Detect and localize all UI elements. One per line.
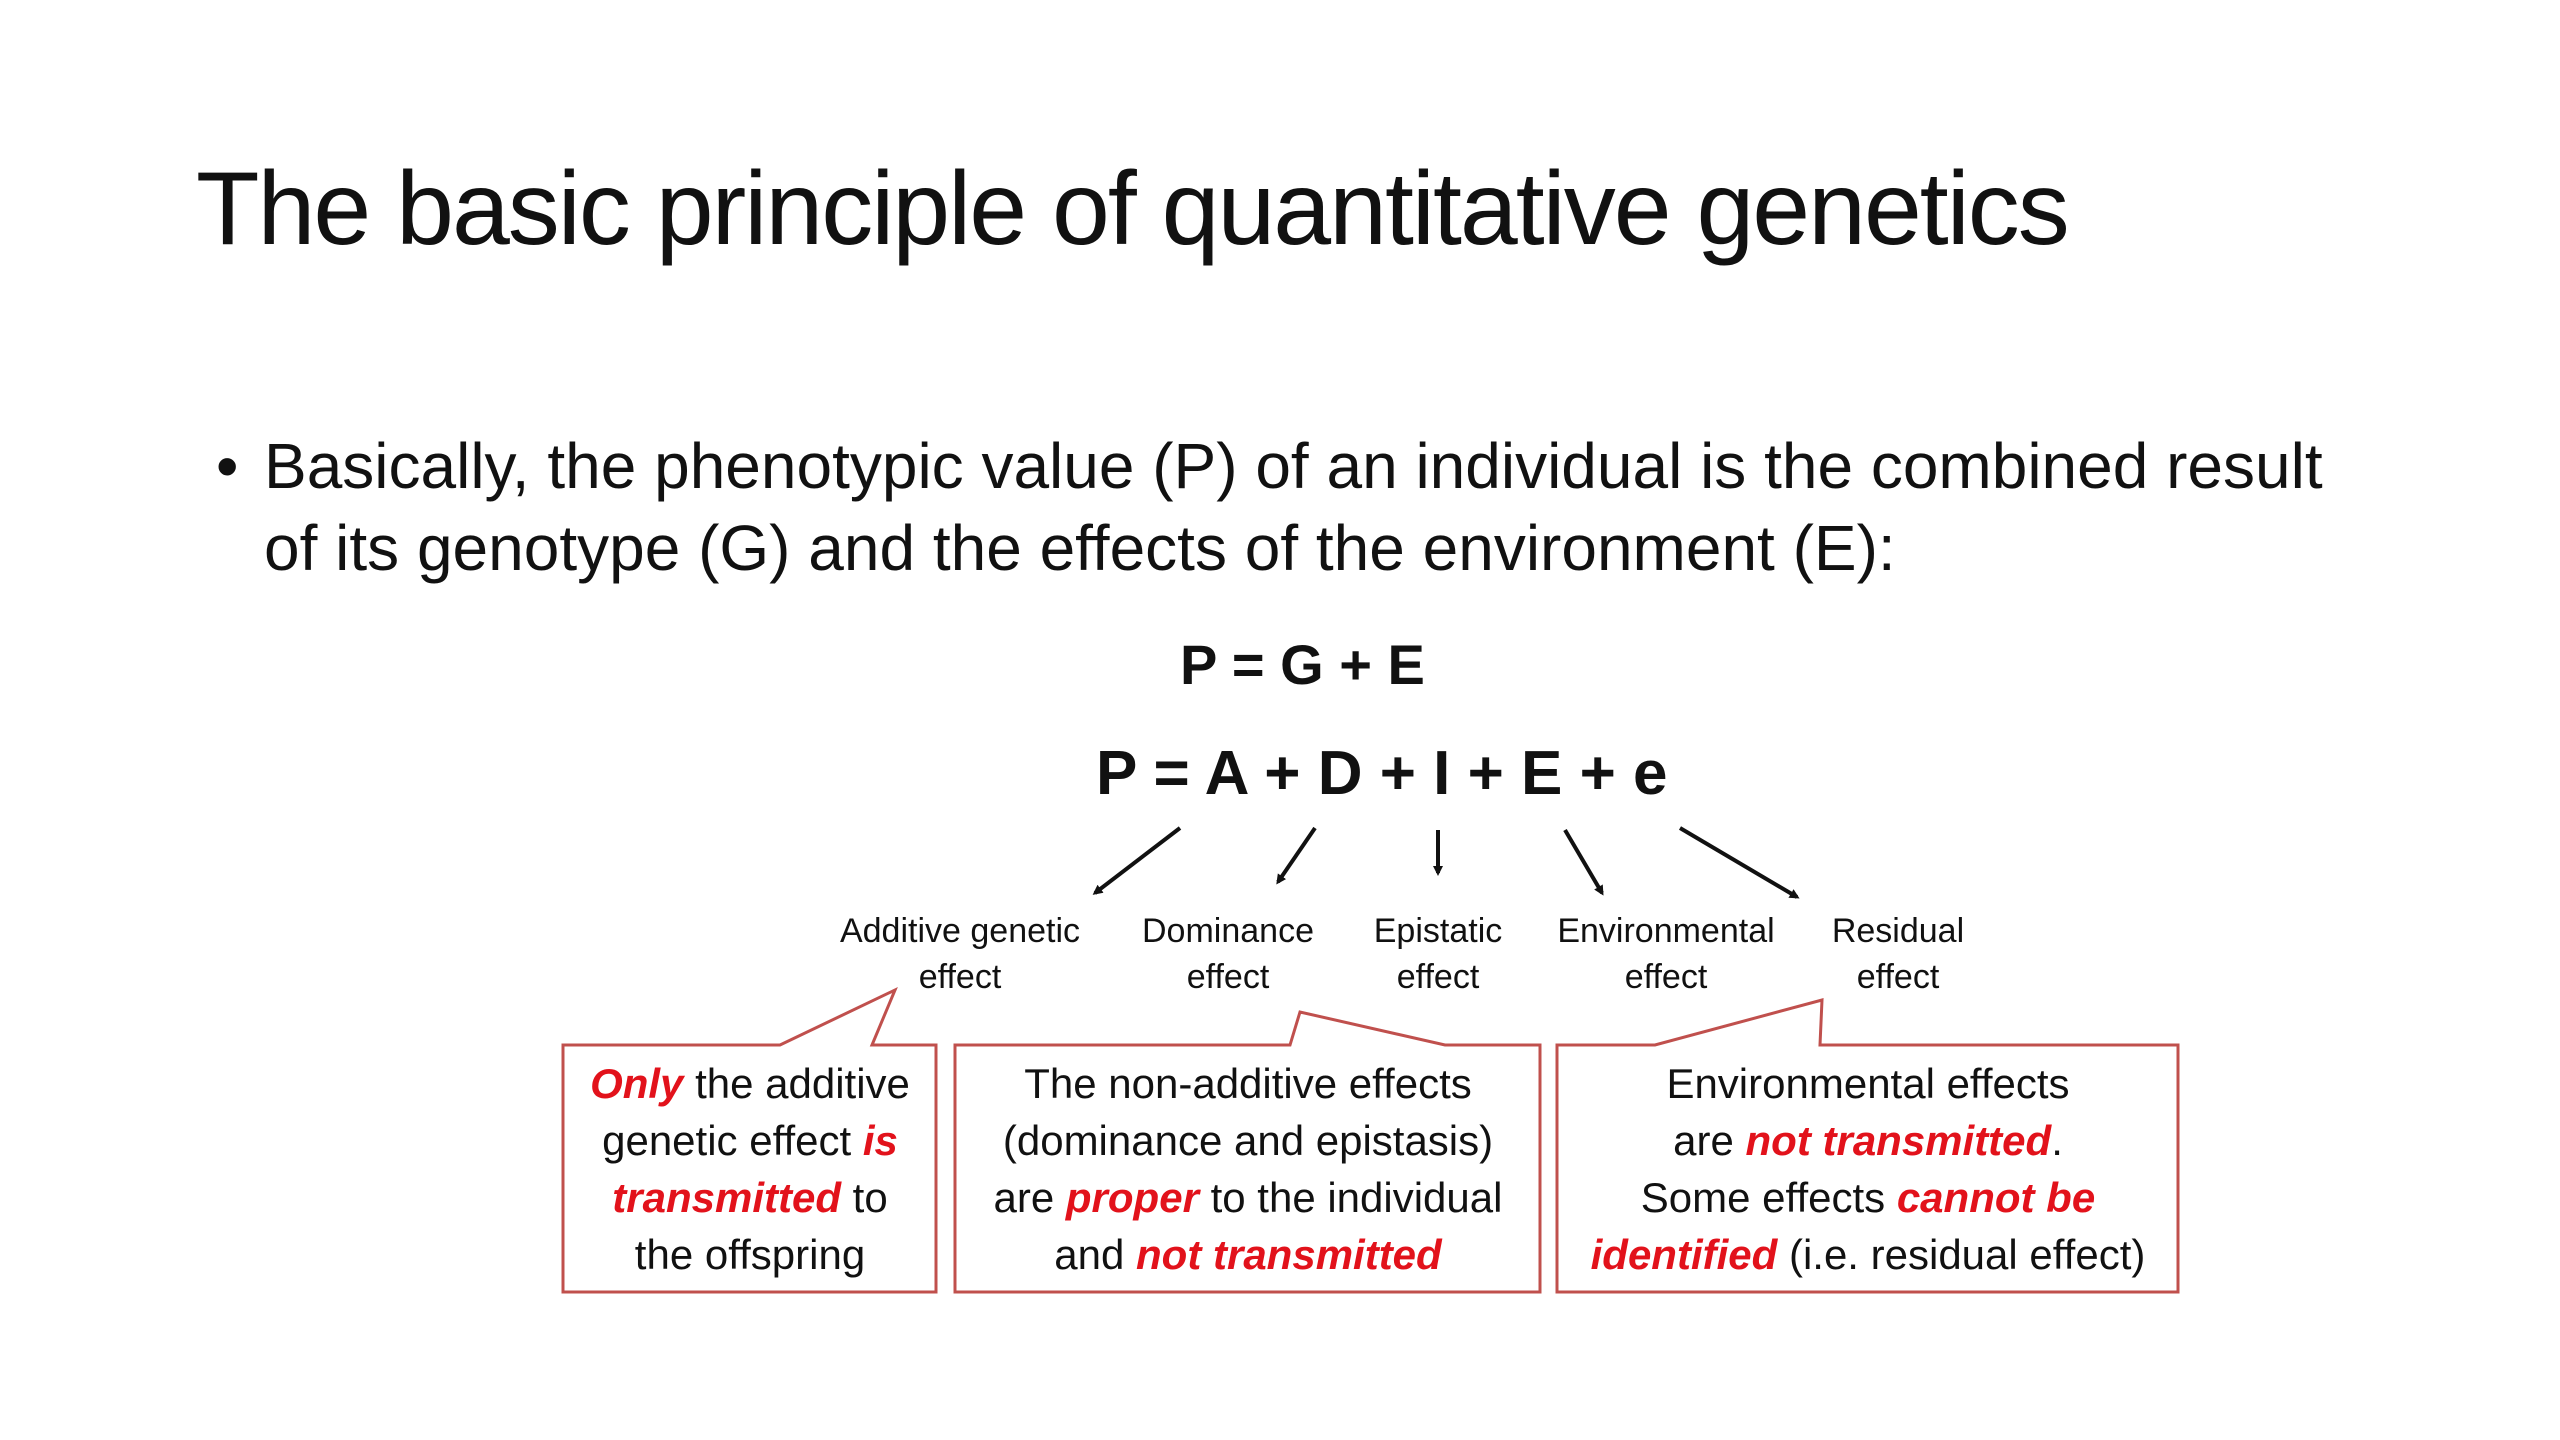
callout-box-environmental: Environmental effects are not transmitted. Some effects cannot be identified (i.e. residual effect) — [1590, 1060, 2146, 1278]
label-epistatic-effect: Epistatic effect — [1373, 912, 1503, 996]
label-residual-effect: Residual effect — [1831, 912, 1965, 996]
callout-box-non-additive: The non-additive effects (dominance and epistasis) are proper to the individual and not transmitted — [993, 1060, 1503, 1278]
label-dominance-effect: Dominance effect — [1142, 912, 1314, 996]
label-environmental-effect: Environmental effect — [1557, 912, 1775, 996]
equation-p-g-e: P = G + E — [1180, 633, 1425, 696]
label-additive-genetic-effect: Additive genetic effect — [839, 912, 1081, 996]
slide-title: The basic principle of quantitative genetics — [196, 151, 2068, 267]
callout-box-additive: Only the additive genetic effect is transmitted to the offspring — [590, 1060, 910, 1278]
bullet-text: Basically, the phenotypic value (P) of an individual is the combined result of its genotype (G) and the effects of the environment (E): — [264, 430, 2323, 584]
bullet-symbol: • — [216, 430, 239, 502]
equation-decomposition: P = A + D + I + E + e — [1096, 739, 1668, 808]
